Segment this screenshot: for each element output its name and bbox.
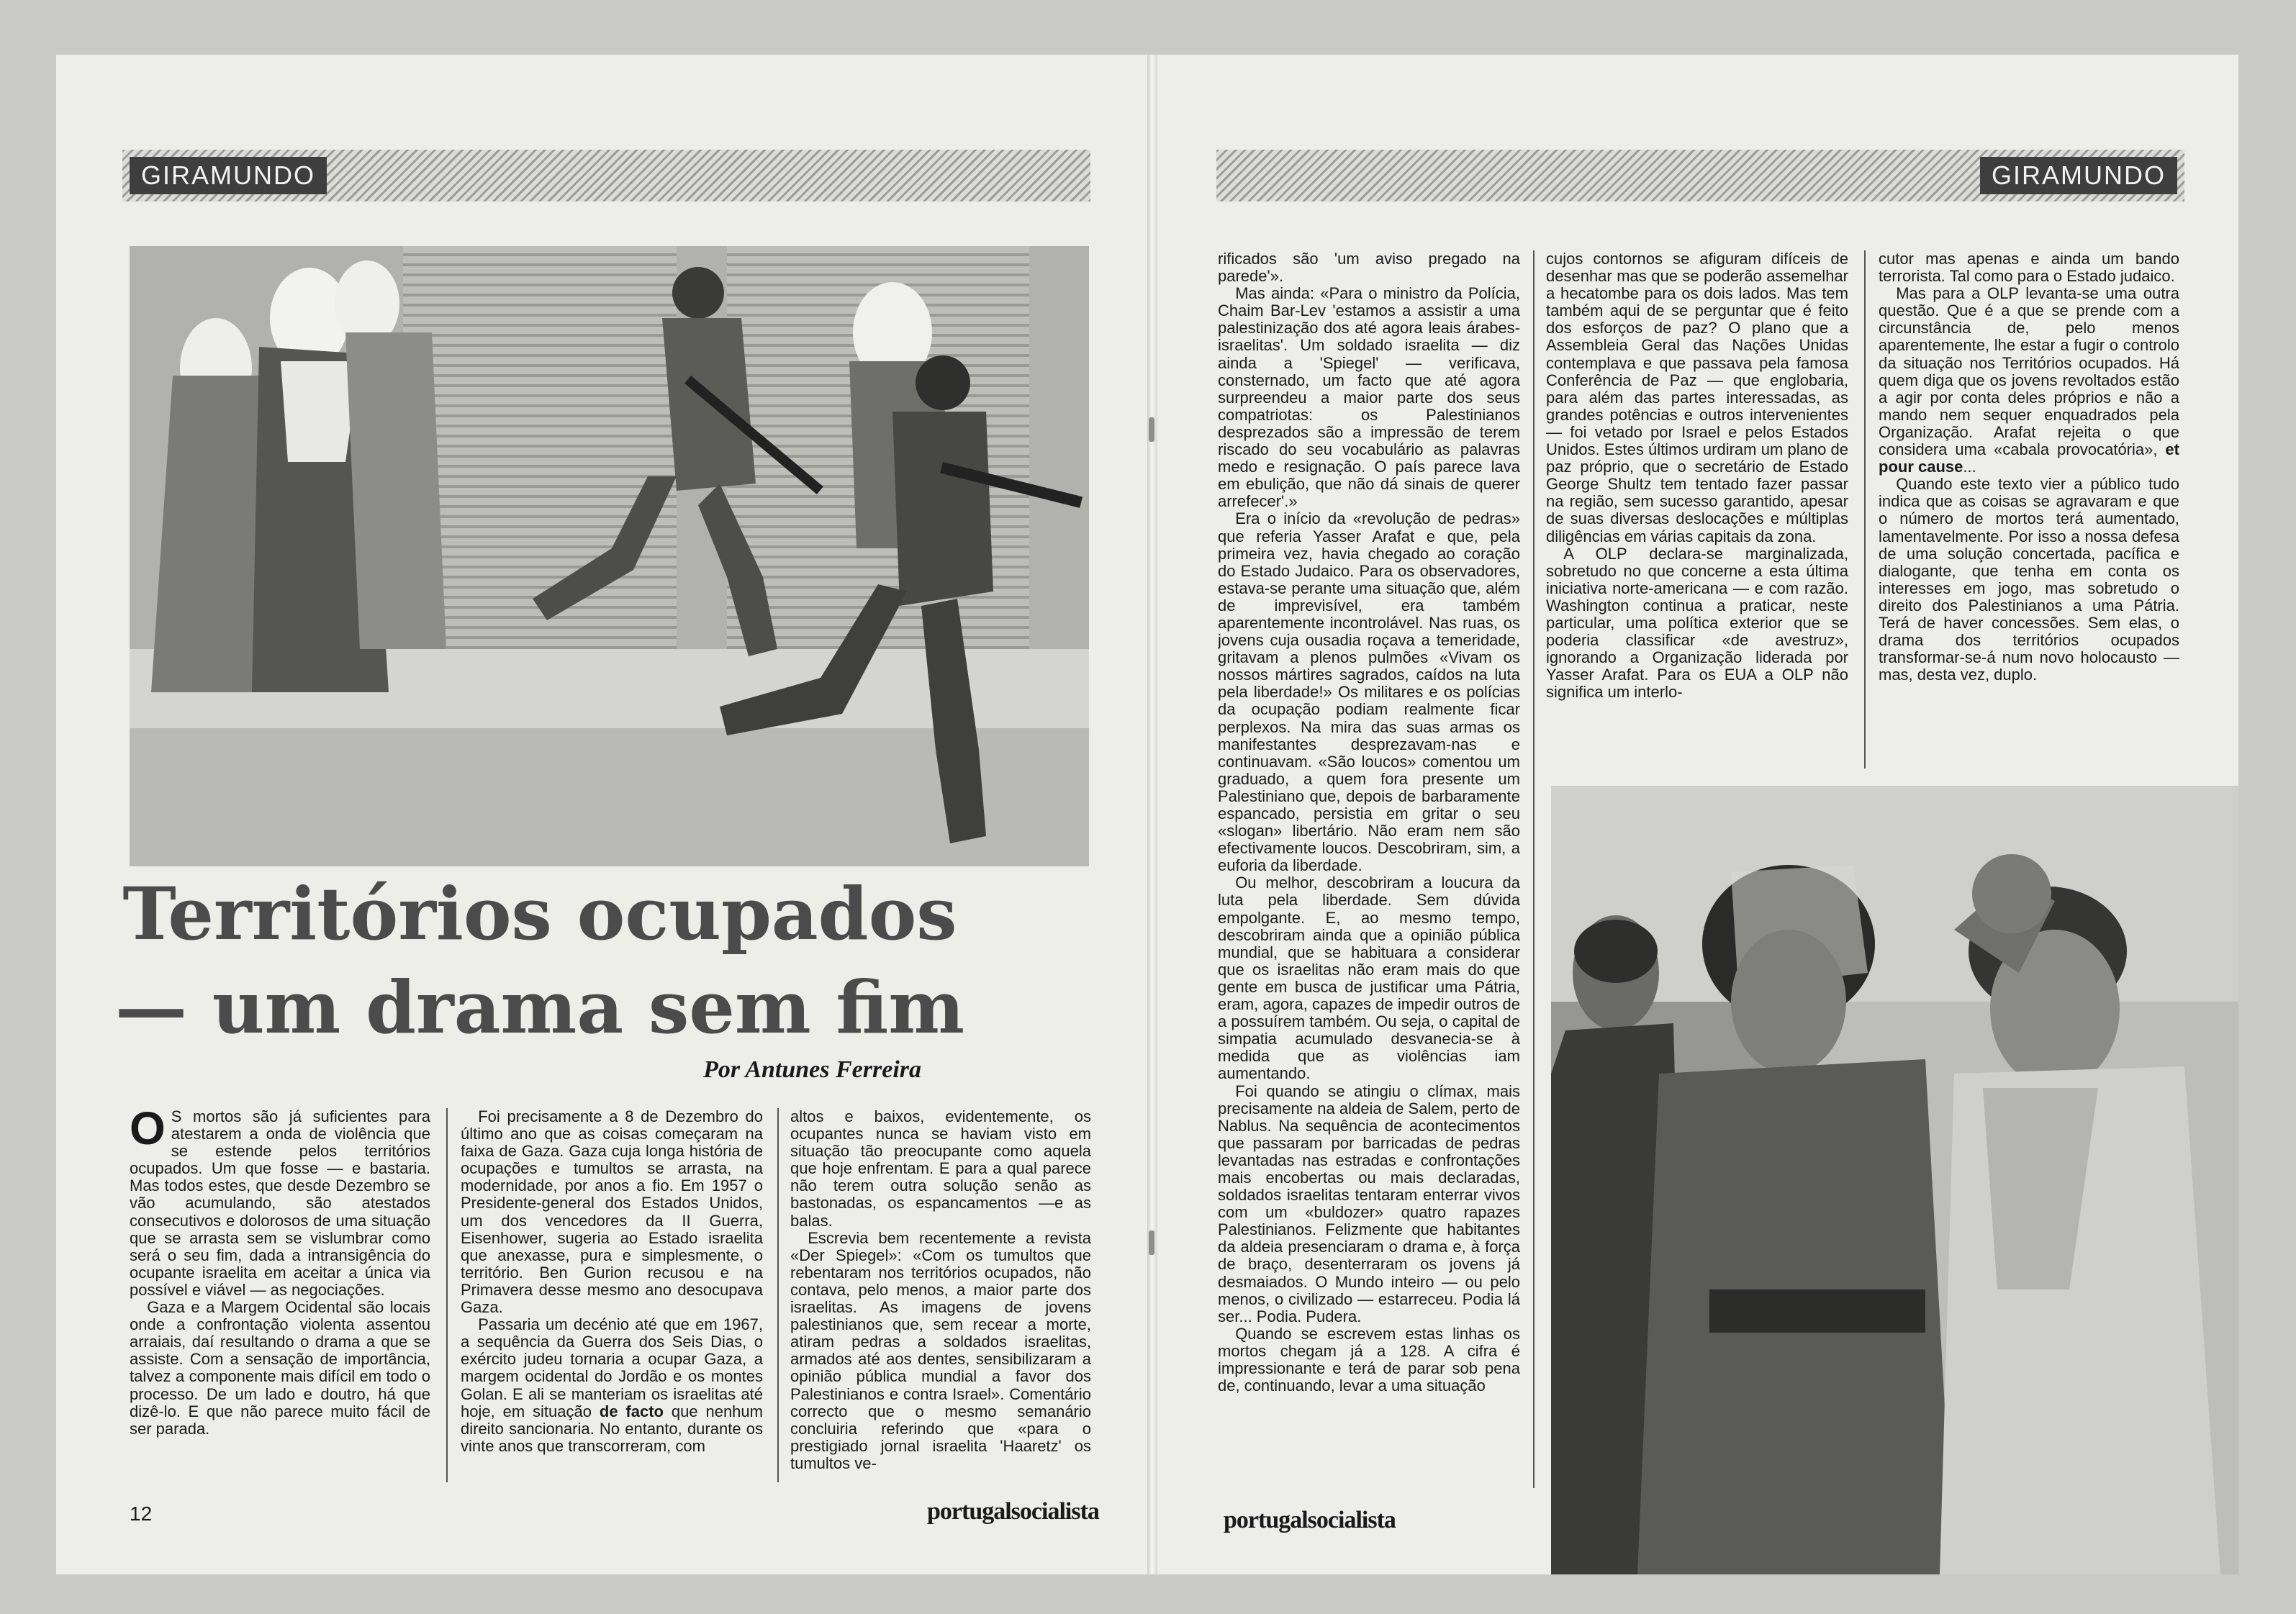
section-tag: GIRAMUNDO <box>1980 157 2177 194</box>
paragraph: A OLP declara-se marginalizada, sobretudo no que concerne a esta última iniciativa norte-americana — e com razão. Washington continua a praticar, neste particular, uma política exterior que se poderia classificar «de avestruz», ignorando a Organização liderada por Yasser Arafat. Para os EUA a OLP não significa um interlo- <box>1546 544 1848 702</box>
byline: Por Antunes Ferreira <box>703 1056 921 1083</box>
article-headline-line2: — um drama sem fim <box>114 965 965 1050</box>
staple-top <box>1149 417 1154 442</box>
paragraph: rificados são 'um aviso pregado na parede'». <box>1218 250 1520 286</box>
column-rule <box>1864 250 1866 769</box>
article-column-4 <box>1218 250 1520 1488</box>
paragraph: altos e baixos, evidentemente, os ocupantes nunca se haviam visto em situação tão preocupante como aquela que hoje enfrentam. E para a qual parece não terem outra solução senão as bastonadas, os espancamentos —e as balas. <box>790 1108 1091 1230</box>
emphasis-text: et pour cause <box>1879 440 2179 476</box>
section-bar-right <box>1216 150 2184 201</box>
paragraph: S mortos são já suficientes para atestarem a onda de violência que se estende pelos territórios ocupados. Um que fosse — e bastaria. Mas todos estes, que desde Dezembro se vão acumulando, são atestados consecutivos e dolorosos de uma situação que se arrasta sem se vislumbrar como será o seu fim, dada a intransigência do ocupante israelita em aceitar a única via possível e viável — as negociações. <box>130 1108 430 1299</box>
magazine-spine <box>1147 55 1157 1574</box>
article-column-5 <box>1546 250 1848 769</box>
column-rule <box>1533 250 1535 1488</box>
column-rule <box>777 1108 779 1482</box>
article-column-1 <box>130 1108 430 1490</box>
dropcap: O <box>130 1108 166 1154</box>
paragraph: Mas para a OLP levanta-se uma outra questão. Que é a que se prende com a circunstância de, pelo menos aparentemente, lhe estar a fugir o controlo da situação nos Territórios ocupados. Há quem diga que os jovens revoltados estão a agir por conta deles próprios e não a mando nem sequer enquadrados pela Organização. Arafat rejeita o que considera uma «cabala provocatória», <box>1879 284 2179 459</box>
staple-bottom <box>1149 1230 1154 1255</box>
photo-soldier-and-youth <box>1551 786 2238 1574</box>
paragraph: Passaria um decénio até que em 1967, a sequência da Guerra dos Seis Dias, o exército judeu tornaria a ocupar Gaza, a margem ocidental do Jordão e os montes Golan. E ali se manteriam os israelitas até hoje, em situação <box>461 1315 763 1420</box>
article-headline-line1: Territórios ocupados <box>122 871 957 956</box>
article-column-2 <box>461 1108 763 1490</box>
article-column-3 <box>790 1108 1091 1490</box>
paragraph: Quando este texto vier a público tudo indica que as coisas se agravaram e que o número de mortos terá aumentado, lamentavelmente. Por isso a nossa defesa de uma solução concertada, pacífica e dialogante, que tenha em conta os interesses em jogo, mas sobretudo o direito dos Palestinianos a uma Pátria. Terá de haver concessões. Sem elas, o drama dos territórios ocupados transformar-se-á num novo holocausto — mas, desta vez, duplo. <box>1879 475 2179 684</box>
article-column-6 <box>1879 250 2179 769</box>
paragraph: Ou melhor, descobriram a loucura da luta pela liberdade. Sem dúvida empolgante. E, ao mesmo tempo, descobriram ainda que a opinião pública mundial, que se habituara a considerar que os israelitas não eram mais do que gente em busca de justificar uma Pátria, eram, agora, capazes de impedir outros de a possuírem também. Ou seja, o capital de simpatia acumulado desvanecia-se à medida que as violências iam aumentando. <box>1218 874 1520 1083</box>
paragraph: que nenhum direito sancionaria. No entanto, durante os vinte anos que transcorreram, com <box>461 1402 763 1455</box>
paragraph: cutor mas apenas e ainda um bando terrorista. Tal como para o Estado judaico. <box>1879 250 2179 286</box>
paragraph: ... <box>1963 458 1976 476</box>
publication-logo: portugalsocialista <box>927 1498 1099 1525</box>
paragraph: Mas ainda: «Para o ministro da Polícia, Chaim Bar-Lev 'estamos a assistir a uma palestinização dos até agora leais árabes-israelitas'. Um soldado israelita — diz ainda a 'Spiegel' — verificava, consternado, um facto que até agora surpreendeu a maior parte dos seus compatriotas: os Palestinianos desprezados são a impressão de terem riscado do seu vocabulário as palavras medo e resignação. O país parece lava em ebulição, que não dá sinais de querer arrefecer'.» <box>1218 284 1520 511</box>
paragraph: Escrevia bem recentemente a revista «Der Spiegel»: «Com os tumultos que rebentaram nos territórios ocupados, não contava, pelo menos, a maior parte dos israelitas. As imagens de jovens palestinianos que, sem recear a morte, atiram pedras a soldados israelitas, armados até aos dentes, sensibilizaram a opinião pública mundial a favor dos Palestinianos e contra Israel». Comentário correcto que o mesmo semanário concluiria referindo que «para o prestigiado jornal israelita 'Haaretz' os tumultos ve- <box>790 1228 1091 1472</box>
paragraph: Foi quando se atingiu o clímax, mais precisamente na aldeia de Salem, perto de Nablus. Na sequência de acontecimentos que passaram por barricadas de pedras levantadas nas estradas e confrontações mais encobertas ou mais declaradas, soldados israelitas tentaram enterrar vivos com um «buldozer» quatro rapazes Palestinianos. Felizmente que habitantes da aldeia presenciaram o drama e, à força de braço, desenterraram os jovens já desmaiados. O Mundo inteiro — ou pelo menos, o civilizado — estarreceu. Podia lá ser... Podia. Pudera. <box>1218 1082 1520 1325</box>
section-bar-left <box>122 150 1090 201</box>
page-number: 12 <box>130 1502 153 1525</box>
column-rule <box>446 1108 448 1482</box>
paragraph: Era o início da «revolução de pedras» que referia Yasser Arafat e que, pela primeira vez, havia chegado ao coração do Estado Judaico. Para os observadores, estava-se perante uma situação que, além de imprevisível, era também aparentemente incontrolável. Nas ruas, os jovens cuja ousadia roçava a temeridade, gritavam a plenos pulmões «Vivam os nossos mártires sagrados, caídos na luta pela liberdade!» Os militares e os polícias da ocupação podiam realmente ficar perplexos. Na mira das suas armas os manifestantes desprezavam-nas e continuavam. «São loucos» comentou um graduado, a quem fora presente um Palestiniano que, depois de barbaramente espancado, persistia em gritar o seu «slogan» libertário. Não eram nem são efectivamente loucos. Descobriram, sim, a euforia da liberdade. <box>1218 509 1520 875</box>
paragraph: cujos contornos se afiguram difíceis de desenhar mas que se poderão assemelhar a hecatombe para os dois lados. Mas tem também aqui de se perguntar que é feito dos esforços de paz? O plano que a Assembleia Geral das Nações Unidas contemplava e que passava pela famosa Conferência de Paz — que englobaria, para além das partes interessadas, as grandes potências e outros intervenientes — foi vetado por Israel e pelos Estados Unidos. Estes últimos urdiram um plano de paz próprio, que o secretário de Estado George Shultz tem tentado fazer passar na região, sem sucesso garantido, apesar de suas diversas deslocações e múltiplas diligências em várias capitais da zona. <box>1546 250 1848 545</box>
paragraph: Gaza e a Margem Ocidental são locais onde a confrontação violenta assentou arraiais, daí resultando o drama a que se assiste. Com a sensação de importância, talvez a componente mais difícil em todo o processo. De um lado e doutro, há que dizê-lo. E que não parece muito fácil de ser parada. <box>130 1298 430 1438</box>
photo-soldiers-running <box>130 246 1089 866</box>
section-tag: GIRAMUNDO <box>130 157 327 194</box>
paragraph: Foi precisamente a 8 de Dezembro do último ano que as coisas começaram na faixa de Gaza. Gaza cuja longa história de ocupações e tumultos se arrasta, na modernidade, por anos a fio. Em 1957 o Presidente-general dos Estados Unidos, um dos vencedores da II Guerra, Eisenhower, sugeria ao Estado israelita que anexasse, pura e simplesmente, o território. Ben Gurion recusou e na Primavera desse mesmo ano desocupava Gaza. <box>461 1108 763 1317</box>
paragraph: Quando se escrevem estas linhas os mortos chegam já a 128. A cifra é impressionante e terá de parar sob pena de, continuando, levar a uma situação <box>1218 1324 1520 1395</box>
publication-logo: portugalsocialista <box>1224 1507 1396 1533</box>
emphasis-text: de facto <box>599 1402 664 1420</box>
